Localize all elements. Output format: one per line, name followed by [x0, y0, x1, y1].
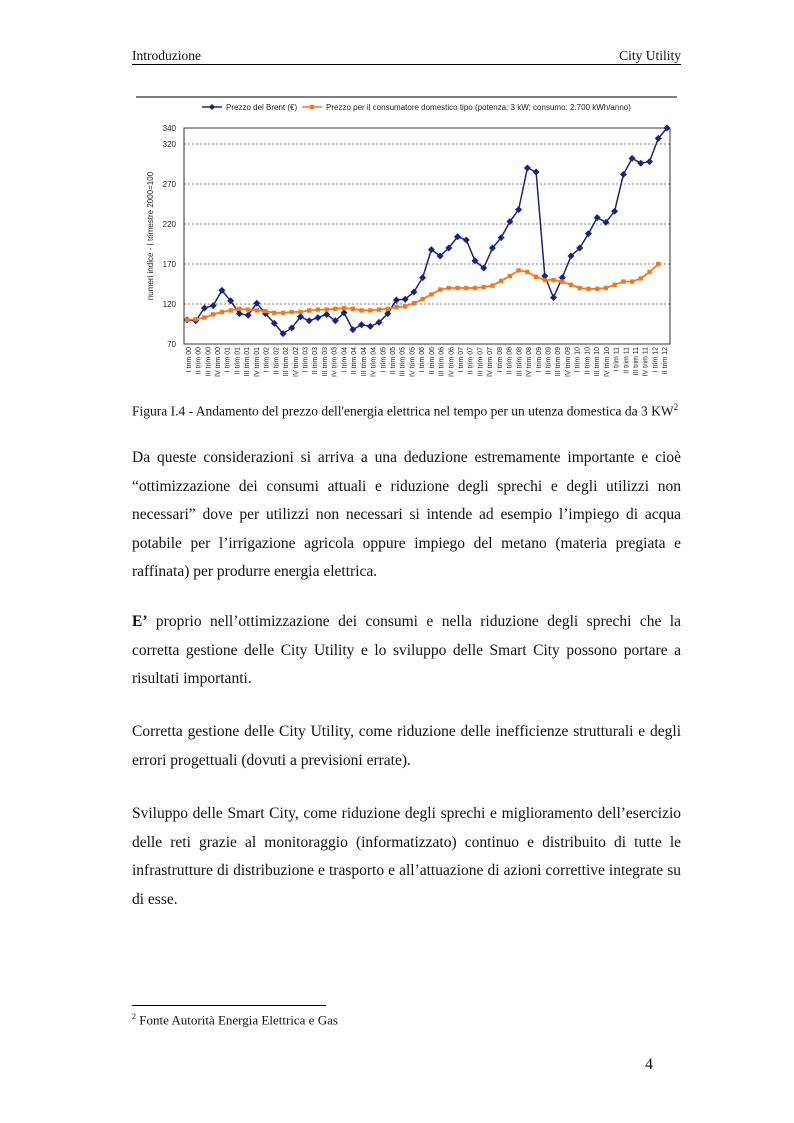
- data-point: [394, 305, 398, 309]
- data-point: [202, 315, 206, 319]
- price-trend-chart: [132, 88, 681, 390]
- x-tick-label: II trim 03: [312, 347, 320, 375]
- y-tick-label: 270: [162, 180, 176, 189]
- data-point: [586, 287, 590, 291]
- x-tick-label: I trim 11: [613, 347, 621, 372]
- data-point: [220, 310, 224, 314]
- data-point: [342, 306, 346, 310]
- data-point: [594, 214, 601, 221]
- data-point: [228, 308, 232, 312]
- data-point: [578, 286, 582, 290]
- x-tick-label: I trim 12: [652, 347, 660, 373]
- x-tick-label: I trim 01: [224, 347, 232, 373]
- data-point: [569, 283, 573, 287]
- legend-marker: [310, 105, 314, 109]
- data-point: [543, 278, 547, 282]
- data-point: [351, 307, 355, 311]
- x-tick-label: I trim 06: [419, 347, 427, 373]
- x-tick-label: I trim 02: [263, 347, 271, 373]
- data-point: [393, 297, 400, 304]
- x-tick-label: II trim 00: [195, 347, 203, 375]
- data-point: [639, 276, 643, 280]
- x-tick-label: IV trim 04: [370, 347, 378, 377]
- x-tick-label: IV trim 07: [487, 347, 495, 377]
- data-point: [290, 310, 294, 314]
- paragraph-city-utility: Corretta gestione delle City Utility, come riduzione delle inefficienze strutturali e degli errori progettuali (dovuti a previsioni errate).: [132, 723, 681, 769]
- x-tick-label: III trim 00: [205, 347, 213, 377]
- y-tick-label: 340: [162, 124, 176, 133]
- data-point: [237, 307, 241, 311]
- data-point: [377, 307, 381, 311]
- x-tick-label: III trim 05: [399, 347, 407, 377]
- data-point: [386, 307, 390, 311]
- data-point: [595, 287, 599, 291]
- y-axis-label: numeri indice - I trimestre 2000=100: [146, 171, 155, 301]
- data-point: [316, 307, 320, 311]
- data-point: [516, 268, 520, 272]
- x-tick-label: II trim 02: [273, 347, 281, 375]
- x-tick-label: I trim 00: [185, 347, 193, 373]
- data-point: [621, 279, 625, 283]
- x-tick-label: II trim 06: [428, 347, 436, 375]
- data-point: [298, 310, 302, 314]
- x-tick-label: III trim 04: [360, 347, 368, 377]
- header-section-title: Introduzione: [132, 48, 201, 63]
- data-point: [438, 287, 442, 291]
- x-tick-label: I trim 10: [574, 347, 582, 373]
- legend-entry: Prezzo per il consumatore domestico tipo (potenza: 3 kW; consumo: 2.700 kWh/anno): [326, 103, 631, 112]
- x-tick-label: III trim 03: [321, 347, 329, 377]
- data-point: [367, 323, 374, 330]
- y-tick-label: 120: [162, 300, 176, 309]
- data-point: [358, 321, 365, 328]
- paragraph-lead-word: E’: [132, 613, 148, 630]
- data-point: [612, 283, 616, 287]
- x-tick-label: I trim 09: [535, 347, 543, 373]
- y-tick-label: 220: [162, 220, 176, 229]
- x-tick-label: II trim 01: [234, 347, 242, 375]
- paragraph-optimization: [132, 608, 681, 694]
- footnote-separator: [132, 1005, 326, 1006]
- data-point: [464, 286, 468, 290]
- x-tick-label: IV trim 08: [526, 347, 534, 377]
- data-point: [482, 285, 486, 289]
- x-tick-label: II trim 11: [623, 347, 631, 374]
- data-point: [403, 304, 407, 308]
- legend-entry: Prezzo del Brent (€): [226, 103, 298, 112]
- data-point: [306, 317, 313, 324]
- data-point: [463, 237, 470, 244]
- paragraph-smart-city: Sviluppo delle Smart City, come riduzione degli sprechi e miglioramento dell’esercizio delle reti grazie al monitoraggio (informatizzato) continuo e distribuito di tutte le infrastrutture di distribuzione e trasporto e all’attuazione di azioni correttive integrate su di esse.: [132, 805, 681, 908]
- data-point: [420, 297, 424, 301]
- x-tick-label: III trim 07: [477, 347, 485, 377]
- data-point: [429, 292, 433, 296]
- x-tick-label: IV trim 03: [331, 347, 339, 377]
- x-tick-label: I trim 05: [380, 347, 388, 373]
- data-point: [263, 309, 267, 313]
- footnote-ref: 2: [673, 402, 679, 412]
- x-tick-label: II trim 04: [351, 347, 359, 375]
- x-tick-label: IV trim 09: [564, 347, 572, 377]
- data-point: [551, 278, 555, 282]
- x-tick-label: IV trim 02: [292, 347, 300, 377]
- data-point: [349, 326, 356, 333]
- data-point: [473, 286, 477, 290]
- data-point: [550, 294, 557, 301]
- data-point: [534, 275, 538, 279]
- x-tick-label: I trim 04: [341, 347, 349, 373]
- x-tick-label: II trim 12: [662, 347, 670, 375]
- data-point: [333, 307, 337, 311]
- data-point: [419, 274, 426, 281]
- x-tick-label: IV trim 05: [409, 347, 417, 377]
- data-point: [630, 279, 634, 283]
- data-point: [246, 307, 250, 311]
- data-point: [185, 318, 189, 322]
- data-point: [307, 308, 311, 312]
- data-point: [211, 312, 215, 316]
- footnote-text: Fonte Autorità Energia Elettrica e Gas: [136, 1012, 338, 1028]
- page-number: 4: [645, 1056, 653, 1073]
- data-point: [525, 270, 529, 274]
- data-point: [324, 307, 328, 311]
- x-tick-label: I trim 07: [458, 347, 466, 373]
- data-point: [637, 160, 644, 167]
- footnote-number: 2: [132, 1012, 136, 1021]
- data-point: [359, 308, 363, 312]
- x-tick-label: I trim 03: [302, 347, 310, 373]
- x-tick-label: III trim 11: [632, 347, 640, 376]
- data-point: [281, 311, 285, 315]
- x-tick-label: III trim 08: [516, 347, 524, 377]
- y-tick-label: 170: [162, 260, 176, 269]
- data-point: [560, 279, 564, 283]
- data-point: [368, 308, 372, 312]
- data-point: [210, 302, 217, 309]
- data-point: [447, 286, 451, 290]
- data-point: [272, 311, 276, 315]
- data-point: [490, 283, 494, 287]
- x-tick-label: III trim 02: [283, 347, 291, 377]
- data-point: [647, 270, 651, 274]
- data-point: [656, 262, 660, 266]
- figure-caption-text: Figura I.4 - Andamento del prezzo dell'energia elettrica nel tempo per un utenza domestica da 3 KW: [132, 403, 674, 419]
- x-tick-label: III trim 06: [438, 347, 446, 377]
- footnote: [132, 1012, 338, 1028]
- data-point: [314, 314, 321, 321]
- x-tick-label: II trim 07: [467, 347, 475, 375]
- data-point: [629, 155, 636, 162]
- data-point: [604, 286, 608, 290]
- data-point: [524, 165, 531, 172]
- x-tick-label: II trim 09: [545, 347, 553, 375]
- x-tick-label: III trim 09: [555, 347, 563, 377]
- y-tick-label: 320: [162, 140, 176, 149]
- data-point: [255, 308, 259, 312]
- x-tick-label: IV trim 11: [642, 347, 650, 377]
- x-tick-label: IV trim 10: [603, 347, 611, 377]
- data-point: [533, 169, 540, 176]
- data-point: [620, 171, 627, 178]
- x-tick-label: I trim 08: [496, 347, 504, 373]
- data-point: [412, 301, 416, 305]
- figure-caption: [132, 402, 692, 420]
- data-point: [585, 230, 592, 237]
- paragraph-optimization-text: proprio nell’ottimizzazione dei consumi e nella riduzione degli sprechi che la corretta gestione delle City Utility e lo sviluppo delle Smart City possono portare a risultati importanti.: [132, 613, 681, 687]
- data-point: [646, 158, 653, 165]
- x-tick-label: III trim 10: [594, 347, 602, 377]
- data-point: [194, 317, 198, 321]
- x-tick-label: II trim 10: [584, 347, 592, 375]
- legend-marker: [209, 104, 215, 110]
- data-point: [508, 274, 512, 278]
- x-tick-label: IV trim 00: [215, 347, 223, 377]
- paragraph-deduction: Da queste considerazioni si arriva a una deduzione estremamente importante e cioè “ottimizzazione dei consumi attuali e riduzione degli sprechi e degli utilizzi non necessari” dove per utilizzi non necessari si intende ad esempio l’impiego di acqua potabile per l’irrigazione agricola oppure impiego del metano (materia pregiata e raffinata) per produrre energia elettrica.: [132, 449, 681, 580]
- header-document-title: City Utility: [619, 48, 681, 63]
- data-point: [455, 286, 459, 290]
- x-tick-label: IV trim 01: [253, 347, 261, 377]
- y-tick-label: 70: [167, 340, 176, 349]
- running-header: [132, 48, 681, 65]
- x-tick-label: IV trim 06: [448, 347, 456, 377]
- x-tick-label: II trim 05: [389, 347, 397, 375]
- data-point: [499, 279, 503, 283]
- x-tick-label: III trim 01: [244, 347, 252, 377]
- x-tick-label: II trim 08: [506, 347, 514, 375]
